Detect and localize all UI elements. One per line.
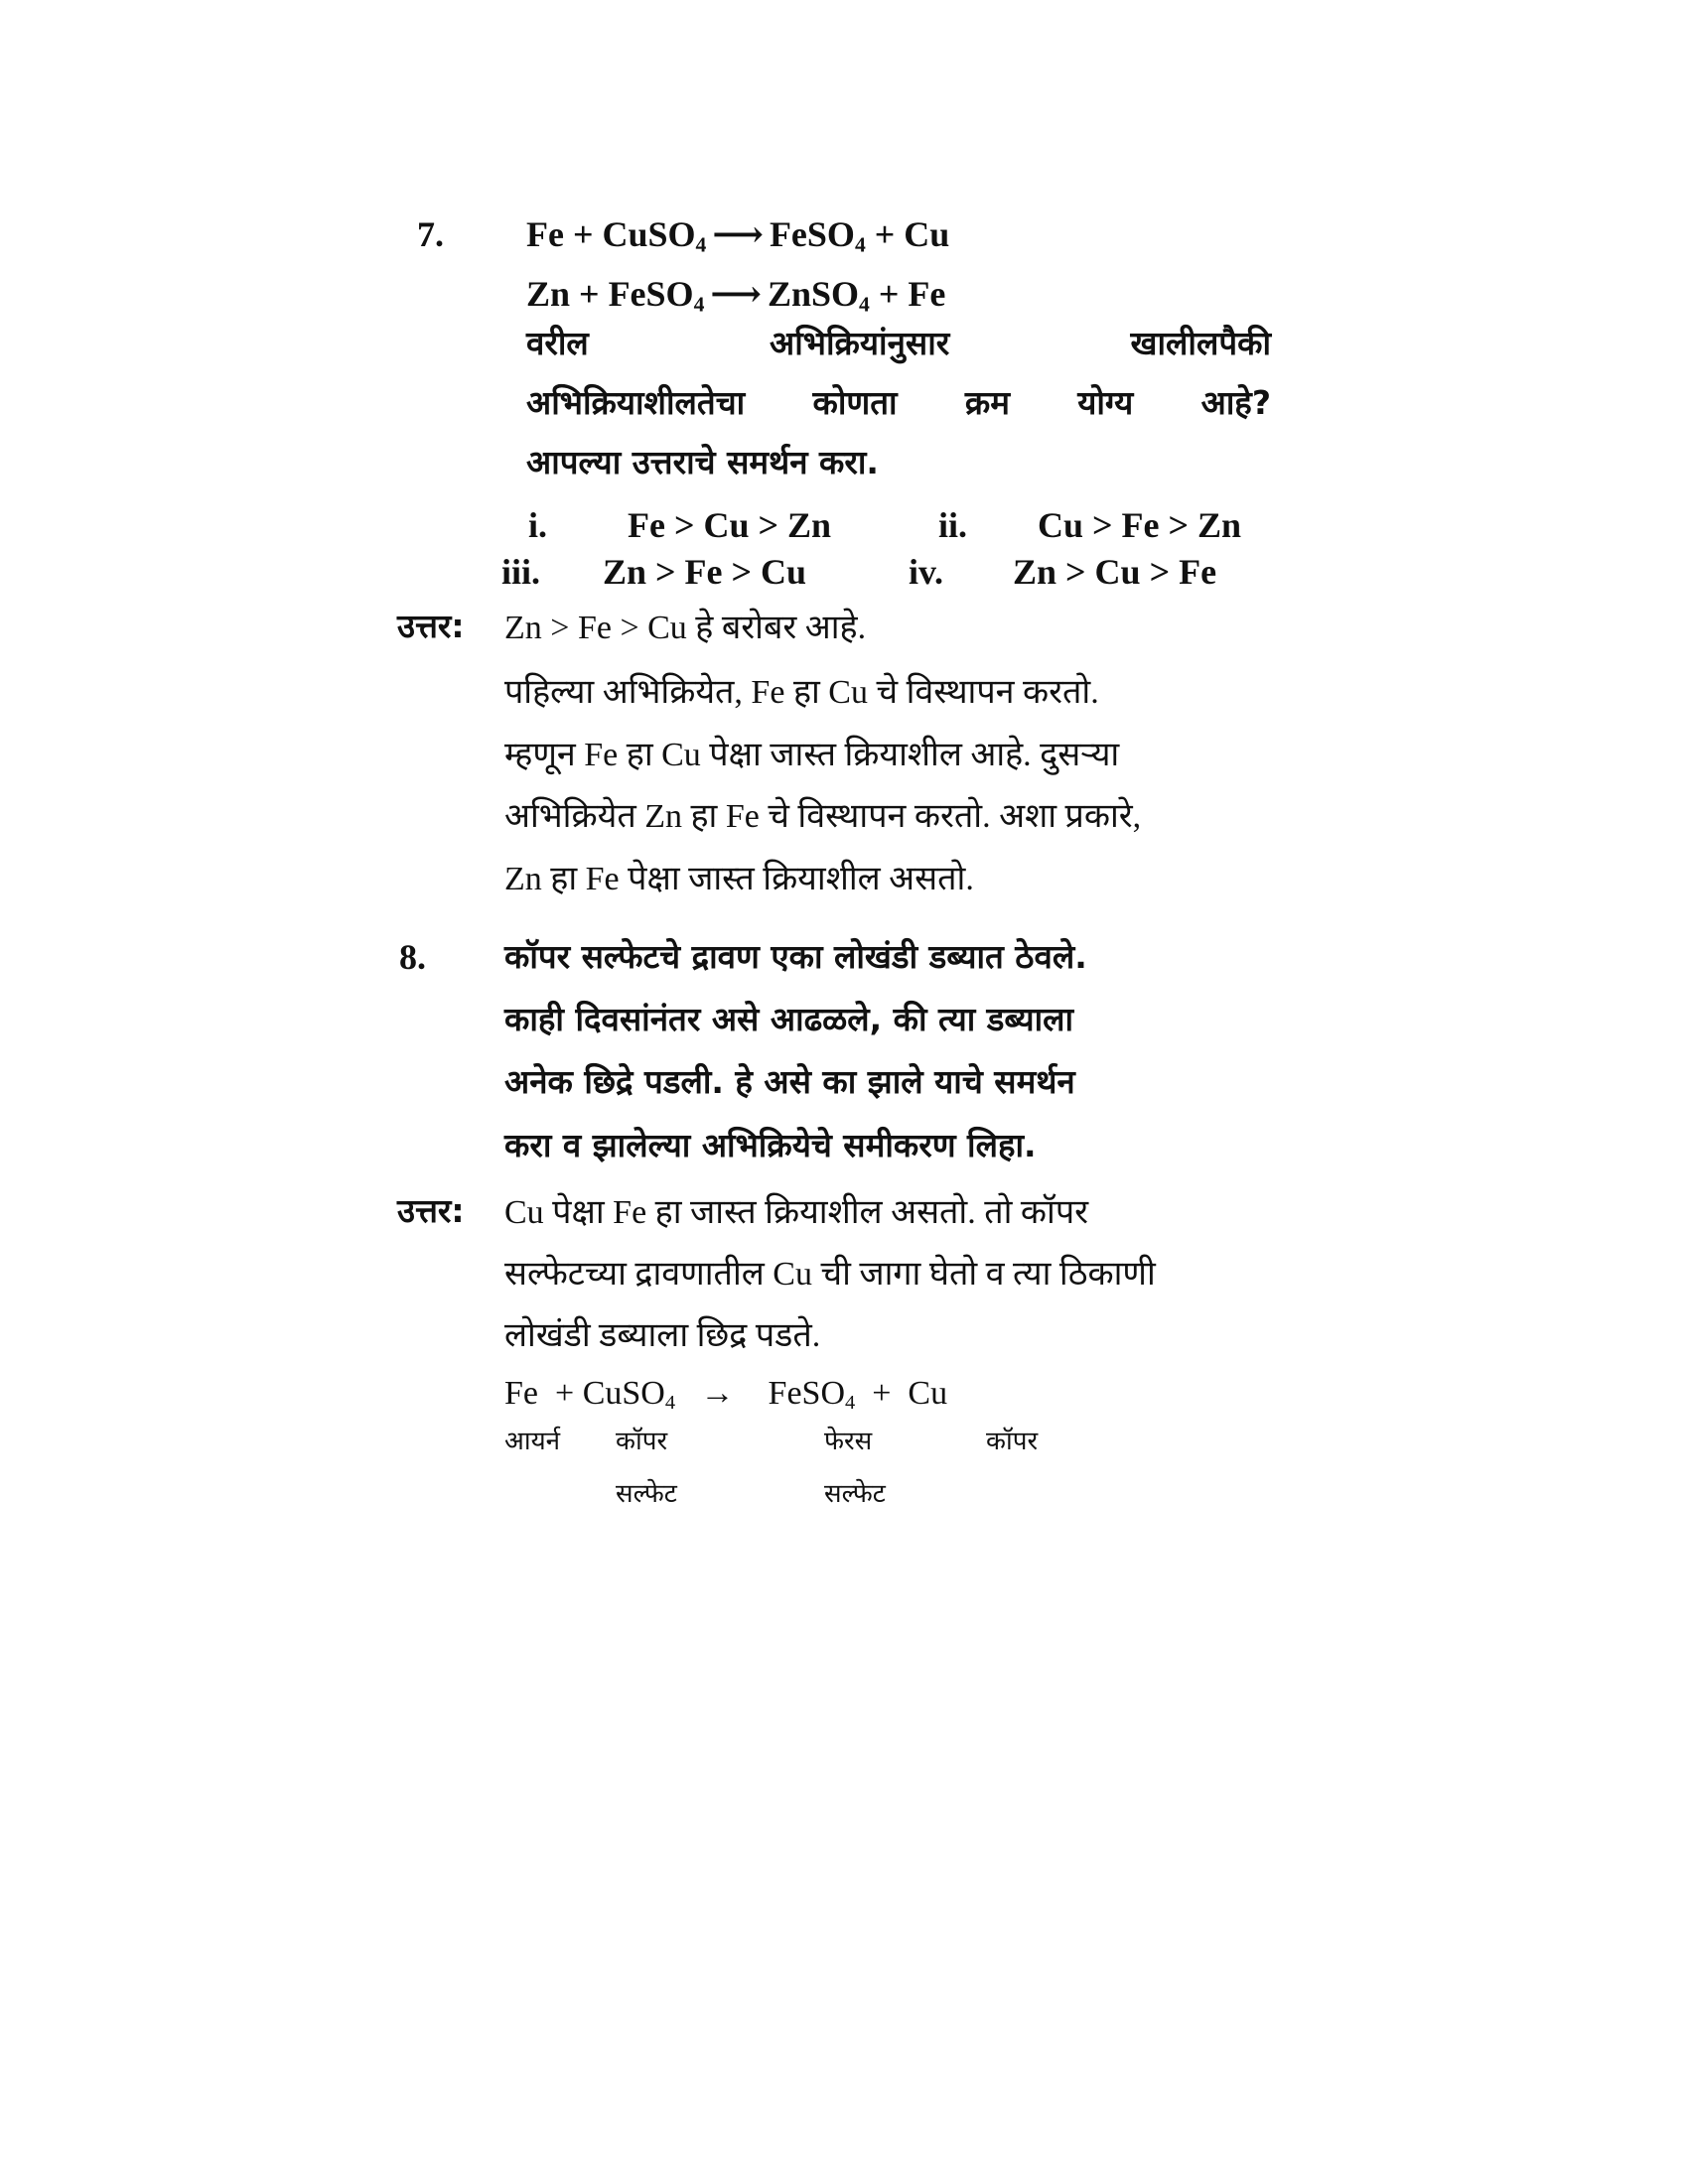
- label-copper-sulphate-1: कॉपर: [616, 1427, 668, 1456]
- q7-question-line-3: आपल्या उत्तराचे समर्थन करा.: [526, 443, 879, 481]
- option-iv-text: Zn > Cu > Fe: [1013, 552, 1217, 592]
- label-copper: कॉपर: [986, 1427, 1039, 1456]
- q7-explanation-line-3: अभिक्रियेत Zn हा Fe चे विस्थापन करतो. अशा प्रकारे,: [504, 798, 1142, 835]
- arrow-icon: ⟶: [712, 214, 764, 254]
- option-iii-label: iii.: [501, 552, 541, 592]
- q8-question-line-4: करा व झालेल्या अभिक्रियेचे समीकरण लिहा.: [504, 1126, 1037, 1164]
- question-7-number: 7.: [417, 214, 444, 254]
- q7-answer-first-line: Zn > Fe > Cu हे बरोबर आहे.: [504, 610, 867, 646]
- q7-question-line-1: वरील अभिक्रियांनुसार खालीलपैकी: [526, 324, 1271, 362]
- q7-explanation-line-4: Zn हा Fe पेक्षा जास्त क्रियाशील असतो.: [504, 861, 974, 897]
- q7-equation-2: Zn + FeSO$_4$ ⟶ ZnSO$_4$ + Fe: [526, 274, 946, 317]
- q7-explanation-line-1: पहिल्या अभिक्रियेत, Fe हा Cu चे विस्थापन करतो.: [504, 674, 1099, 711]
- arrow-icon: →: [700, 1375, 735, 1412]
- q7-answer-label: उत्तर:: [397, 607, 465, 645]
- label-ferrous-sulphate-1: फेरस: [824, 1427, 873, 1456]
- label-ferrous-sulphate-2: सल्फेट: [824, 1479, 886, 1509]
- q8-question-line-1: कॉपर सल्फेटचे द्रावण एका लोखंडी डब्यात ठेवले.: [504, 937, 1087, 976]
- option-i-label: i.: [528, 505, 548, 545]
- q8-answer-line-2: सल्फेटच्या द्रावणातील Cu ची जागा घेतो व त्या ठिकाणी: [504, 1256, 1156, 1293]
- q8-equation: Fe + CuSO$_4$ → FeSO$_4$ + Cu: [504, 1375, 948, 1415]
- option-iv-label: iv.: [909, 552, 944, 592]
- label-iron: आयर्न: [504, 1427, 561, 1456]
- q8-question-line-3: अनेक छिद्रे पडली. हे असे का झाले याचे समर्थन: [504, 1062, 1075, 1101]
- q8-answer-label: उत्तर:: [397, 1191, 465, 1230]
- option-ii-label: ii.: [938, 505, 968, 545]
- q7-question-line-2: अभिक्रियाशीलतेचा कोणता क्रम योग्य आहे?: [526, 383, 1271, 422]
- q7-equation-1: Fe + CuSO$_4$ ⟶ FeSO$_4$ + Cu: [526, 214, 950, 257]
- q8-answer-line-1: Cu पेक्षा Fe हा जास्त क्रियाशील असतो. तो कॉपर: [504, 1194, 1089, 1231]
- q8-question-line-2: काही दिवसांनंतर असे आढळले, की त्या डब्याला: [504, 1000, 1074, 1038]
- option-ii-text: Cu > Fe > Zn: [1038, 505, 1242, 545]
- arrow-icon: ⟶: [710, 274, 762, 314]
- option-iii-text: Zn > Fe > Cu: [603, 552, 807, 592]
- q8-answer-line-3: लोखंडी डब्याला छिद्र पडते.: [504, 1317, 821, 1354]
- q7-explanation-line-2: म्हणून Fe हा Cu पेक्षा जास्त क्रियाशील आहे. दुसऱ्या: [504, 737, 1120, 773]
- question-8-number: 8.: [399, 937, 426, 977]
- option-i-text: Fe > Cu > Zn: [628, 505, 832, 545]
- label-copper-sulphate-2: सल्फेट: [616, 1479, 677, 1509]
